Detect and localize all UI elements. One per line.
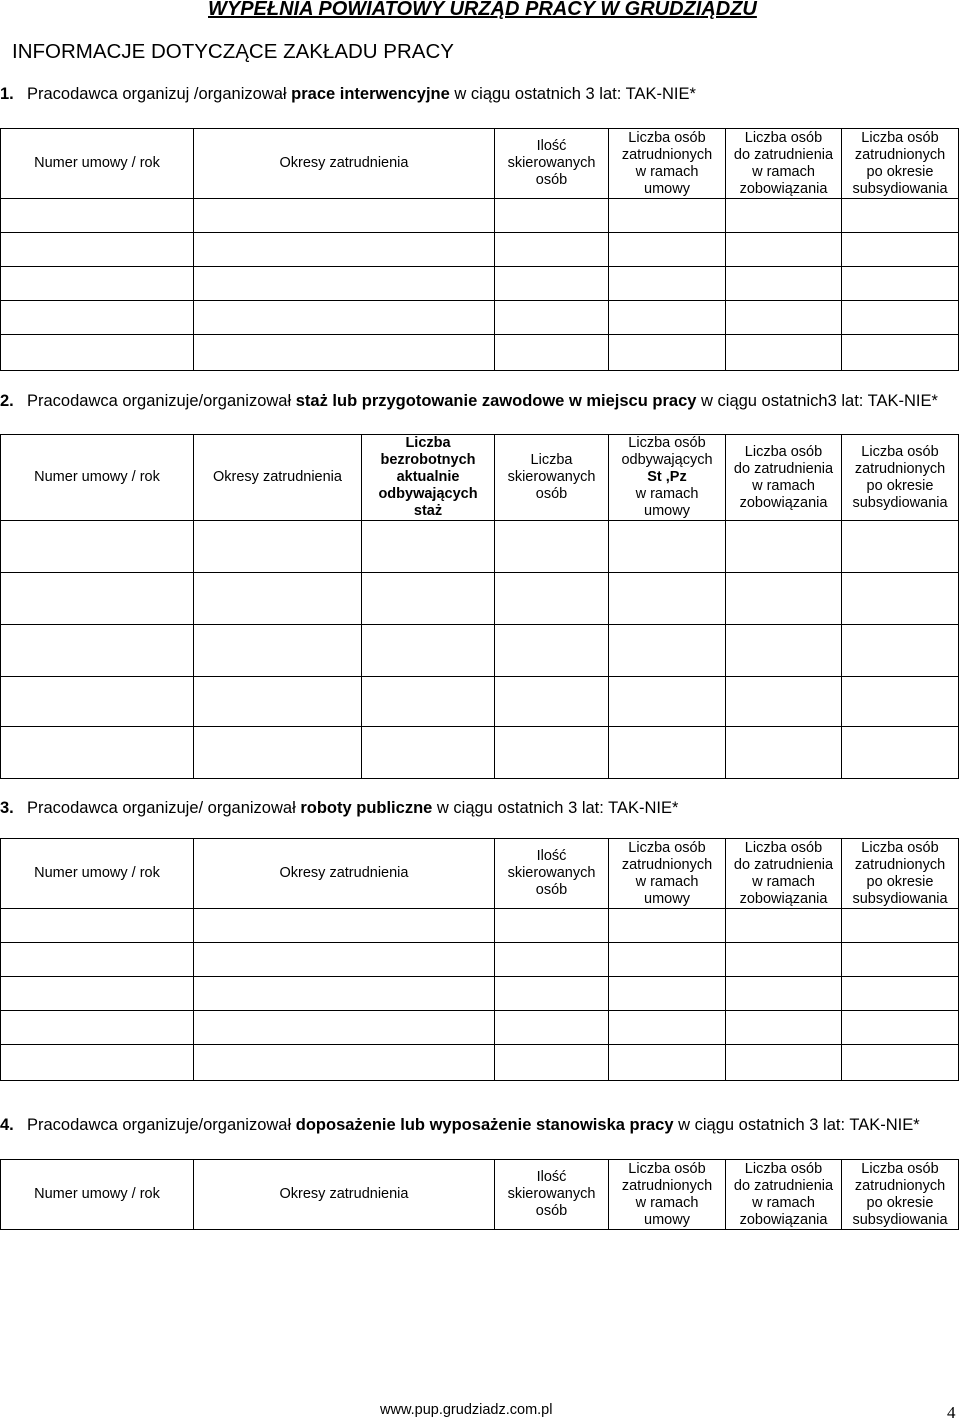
table-cell: [842, 573, 959, 625]
table-cell: [609, 267, 726, 301]
table-cell: [495, 335, 609, 371]
table-cell: [495, 521, 609, 573]
question-number: 4.: [0, 1116, 14, 1134]
table-cell: [609, 727, 726, 779]
table-public-works: [0, 838, 959, 1081]
table-cell: [726, 677, 842, 727]
table-cell: [495, 573, 609, 625]
table-cell: [495, 267, 609, 301]
table-cell: [495, 199, 609, 233]
table-cell: [726, 1045, 842, 1081]
table-cell: [194, 909, 495, 943]
table-cell: [609, 625, 726, 677]
header-referred-count: Ilość skierowanych osób: [495, 129, 609, 199]
table-cell: [1, 335, 194, 371]
question-text: Pracodawca organizuje/organizował: [27, 1116, 296, 1134]
table-cell: [842, 625, 959, 677]
table-cell: [842, 677, 959, 727]
header-to-employ-under-obligation: Liczba osób do zatrudnienia w ramach zobowiązania: [726, 1160, 842, 1230]
table-row: [1, 199, 959, 233]
table-cell: [362, 573, 495, 625]
table-cell: [842, 301, 959, 335]
table-cell: [726, 521, 842, 573]
header-employed-after-subsidy: Liczba osób zatrudnionych po okresie subsydiowania: [842, 435, 959, 521]
table-row: [1, 267, 959, 301]
header-unemployed-currently-interning: Liczba bezrobotnych aktualnie odbywających staż: [362, 435, 495, 521]
question-text: Pracodawca organizuj /organizował: [27, 85, 292, 103]
footer-website: www.pup.grudziadz.com.pl: [380, 1402, 553, 1418]
table-cell: [495, 943, 609, 977]
table-internship: [0, 434, 959, 779]
table-row: [1, 1045, 959, 1081]
table-cell: [495, 1011, 609, 1045]
table-cell: [609, 521, 726, 573]
header-referred-count: Ilość skierowanych osób: [495, 1160, 609, 1230]
table-cell: [842, 1011, 959, 1045]
table-cell: [726, 1011, 842, 1045]
table-cell: [1, 909, 194, 943]
header-st-pz-participants: [609, 435, 726, 521]
table-cell: [495, 625, 609, 677]
table-cell: [495, 301, 609, 335]
table-interventional-works: [0, 128, 959, 371]
table-cell: [194, 233, 495, 267]
table-cell: [194, 199, 495, 233]
table-cell: [842, 267, 959, 301]
question-1: [0, 84, 696, 104]
header-text-end: w ramach umowy: [635, 486, 699, 519]
table-cell: [1, 1011, 194, 1045]
header-bold-text: St ,Pz: [647, 469, 687, 485]
table-cell: [726, 233, 842, 267]
table-row: [1, 977, 959, 1011]
table-cell: [194, 521, 362, 573]
header-employment-periods: Okresy zatrudnienia: [194, 1160, 495, 1230]
table-cell: [194, 625, 362, 677]
table-cell: [1, 301, 194, 335]
table-cell: [726, 625, 842, 677]
office-use-note: WYPEŁNIA POWIATOWY URZĄD PRACY W GRUDZIĄDZU: [208, 0, 757, 20]
table-cell: [1, 1045, 194, 1081]
question-2: [0, 391, 938, 411]
table-cell: [362, 521, 495, 573]
question-4: [0, 1115, 920, 1135]
header-to-employ-under-obligation: Liczba osób do zatrudnienia w ramach zobowiązania: [726, 129, 842, 199]
table-cell: [495, 233, 609, 267]
table-row: [1, 1011, 959, 1045]
table-cell: [726, 301, 842, 335]
header-to-employ-under-obligation: Liczba osób do zatrudnienia w ramach zobowiązania: [726, 435, 842, 521]
header-contract-number-year: Numer umowy / rok: [1, 129, 194, 199]
table-row: [1, 233, 959, 267]
header-employed-under-contract: Liczba osób zatrudnionych w ramach umowy: [609, 1160, 726, 1230]
table-cell: [495, 977, 609, 1011]
table-cell: [194, 335, 495, 371]
header-contract-number-year: Numer umowy / rok: [1, 1160, 194, 1230]
table-cell: [609, 977, 726, 1011]
table-cell: [194, 267, 495, 301]
table-cell: [842, 943, 959, 977]
question-bold-text: roboty publiczne: [300, 799, 433, 817]
header-employment-periods: Okresy zatrudnienia: [194, 839, 495, 909]
table-cell: [194, 1045, 495, 1081]
table-workstation-equipment: [0, 1159, 959, 1230]
question-bold-text: prace interwencyjne: [291, 85, 450, 103]
header-contract-number-year: Numer umowy / rok: [1, 839, 194, 909]
table-cell: [726, 267, 842, 301]
table-cell: [609, 233, 726, 267]
question-text-end: w ciągu ostatnich 3 lat: TAK-NIE*: [432, 799, 679, 817]
table-header-row: [1, 129, 959, 199]
table-cell: [362, 625, 495, 677]
table-cell: [842, 335, 959, 371]
table-row: [1, 573, 959, 625]
table-cell: [194, 1011, 495, 1045]
table-cell: [362, 727, 495, 779]
table-cell: [194, 977, 495, 1011]
table-cell: [609, 199, 726, 233]
table-row: [1, 521, 959, 573]
question-number: 1.: [0, 85, 14, 103]
table-cell: [1, 977, 194, 1011]
table-cell: [842, 1045, 959, 1081]
table-cell: [609, 943, 726, 977]
table-cell: [1, 521, 194, 573]
table-cell: [842, 521, 959, 573]
table-cell: [495, 677, 609, 727]
header-employed-under-contract: Liczba osób zatrudnionych w ramach umowy: [609, 839, 726, 909]
question-text-end: w ciągu ostatnich3 lat: TAK-NIE*: [696, 392, 938, 410]
table-cell: [194, 677, 362, 727]
header-employment-periods: Okresy zatrudnienia: [194, 129, 495, 199]
table-cell: [609, 1045, 726, 1081]
table-cell: [609, 335, 726, 371]
question-bold-text: doposażenie lub wyposażenie stanowiska pracy: [295, 1116, 674, 1134]
table-cell: [726, 335, 842, 371]
table-cell: [194, 727, 362, 779]
table-cell: [842, 727, 959, 779]
table-cell: [726, 977, 842, 1011]
table-cell: [194, 943, 495, 977]
table-cell: [609, 1011, 726, 1045]
table-cell: [726, 727, 842, 779]
page-number: 4: [947, 1403, 956, 1419]
table-cell: [726, 909, 842, 943]
table-row: [1, 301, 959, 335]
question-3: [0, 798, 678, 818]
question-text-end: w ciągu ostatnich 3 lat: TAK-NIE*: [673, 1116, 920, 1134]
table-header-row: [1, 839, 959, 909]
header-employed-after-subsidy: Liczba osób zatrudnionych po okresie subsydiowania: [842, 839, 959, 909]
table-cell: [194, 301, 495, 335]
table-row: [1, 943, 959, 977]
table-cell: [495, 909, 609, 943]
section-title: INFORMACJE DOTYCZĄCE ZAKŁADU PRACY: [12, 40, 454, 63]
table-cell: [609, 573, 726, 625]
table-header-row: [1, 1160, 959, 1230]
question-text: Pracodawca organizuje/ organizował: [27, 799, 301, 817]
table-cell: [609, 677, 726, 727]
table-cell: [842, 977, 959, 1011]
header-text: Liczba osób odbywających: [621, 435, 713, 468]
header-employment-periods: Okresy zatrudnienia: [194, 435, 362, 521]
table-cell: [1, 727, 194, 779]
table-row: [1, 727, 959, 779]
table-cell: [495, 1045, 609, 1081]
question-text: Pracodawca organizuje/organizował: [27, 392, 296, 410]
table-row: [1, 677, 959, 727]
table-cell: [1, 267, 194, 301]
table-cell: [609, 301, 726, 335]
question-text-end: w ciągu ostatnich 3 lat: TAK-NIE*: [449, 85, 696, 103]
table-cell: [609, 909, 726, 943]
header-employed-after-subsidy: Liczba osób zatrudnionych po okresie subsydiowania: [842, 1160, 959, 1230]
table-cell: [726, 943, 842, 977]
header-employed-under-contract: Liczba osób zatrudnionych w ramach umowy: [609, 129, 726, 199]
table-cell: [1, 573, 194, 625]
table-row: [1, 335, 959, 371]
table-row: [1, 625, 959, 677]
header-referred-count: Ilość skierowanych osób: [495, 839, 609, 909]
header-to-employ-under-obligation: Liczba osób do zatrudnienia w ramach zobowiązania: [726, 839, 842, 909]
table-cell: [726, 573, 842, 625]
question-number: 2.: [0, 392, 14, 410]
header-contract-number-year: Numer umowy / rok: [1, 435, 194, 521]
table-cell: [362, 677, 495, 727]
question-number: 3.: [0, 799, 14, 817]
table-cell: [495, 727, 609, 779]
table-cell: [1, 199, 194, 233]
table-cell: [842, 199, 959, 233]
table-cell: [1, 233, 194, 267]
header-employed-after-subsidy: Liczba osób zatrudnionych po okresie subsydiowania: [842, 129, 959, 199]
question-bold-text: staż lub przygotowanie zawodowe w miejscu pracy: [295, 392, 697, 410]
table-cell: [194, 573, 362, 625]
table-header-row: [1, 435, 959, 521]
table-cell: [842, 909, 959, 943]
table-cell: [726, 199, 842, 233]
table-row: [1, 909, 959, 943]
table-cell: [1, 677, 194, 727]
table-cell: [842, 233, 959, 267]
table-cell: [1, 943, 194, 977]
table-cell: [1, 625, 194, 677]
header-referred-count: Liczba skierowanych osób: [495, 435, 609, 521]
